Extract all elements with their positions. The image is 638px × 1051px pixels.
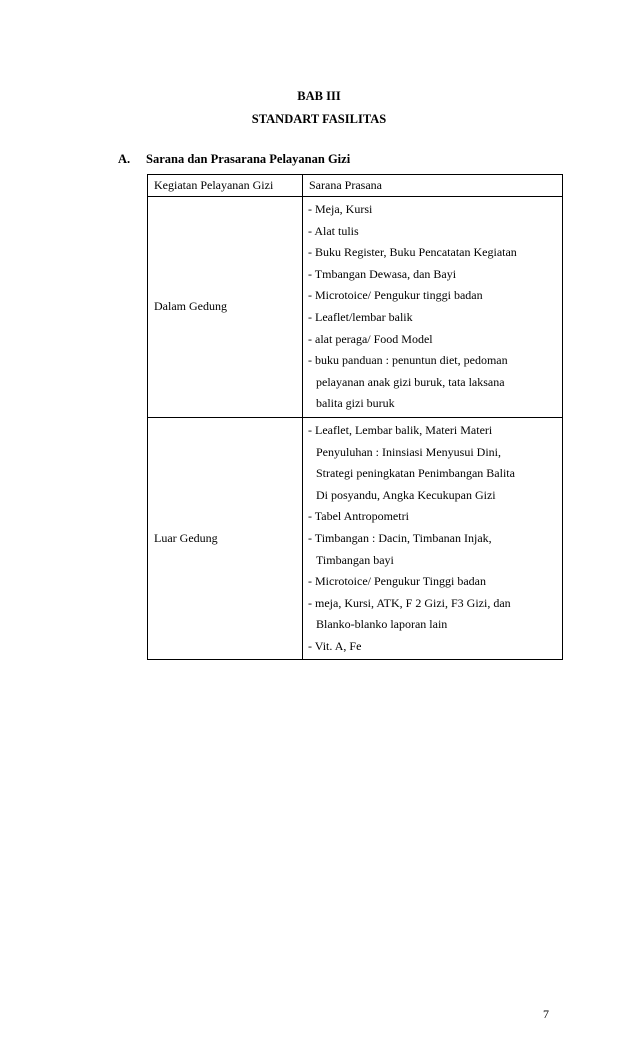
- header-activity: Kegiatan Pelayanan Gizi: [148, 175, 303, 197]
- table-header-row: [148, 175, 563, 197]
- table-row: [148, 417, 563, 660]
- list-item: - Tmbangan Dewasa, dan Bayi: [308, 266, 457, 281]
- row-category-outdoor: Luar Gedung: [148, 417, 303, 660]
- list-item: - Tabel Antropometri: [308, 509, 409, 524]
- list-item: - buku panduan : penuntun diet, pedoman: [308, 353, 508, 368]
- chapter-number: BAB III: [297, 89, 341, 103]
- list-item: - Buku Register, Buku Pencatatan Kegiatan: [308, 245, 517, 260]
- list-item-continuation: Di posyandu, Angka Kecukupan Gizi: [316, 487, 496, 502]
- table-row: [148, 197, 563, 418]
- facilities-table: [147, 174, 563, 660]
- row-category-indoor: Dalam Gedung: [148, 197, 303, 418]
- list-item: - Alat tulis: [308, 223, 359, 238]
- section-title: Sarana dan Prasarana Pelayanan Gizi: [146, 152, 351, 166]
- list-item-continuation: Penyuluhan : Ininsiasi Menyusui Dini,: [316, 444, 501, 459]
- list-item: - Vit. A, Fe: [308, 638, 362, 653]
- list-item-continuation: pelayanan anak gizi buruk, tata laksana: [316, 374, 505, 389]
- list-item-continuation: Timbangan bayi: [316, 552, 394, 567]
- list-item: - Leaflet, Lembar balik, Materi Materi: [308, 422, 493, 437]
- section-letter: A.: [118, 152, 131, 166]
- list-item: - meja, Kursi, ATK, F 2 Gizi, F3 Gizi, dan: [308, 595, 511, 610]
- list-item: - Microtoice/ Pengukur Tinggi badan: [308, 574, 486, 589]
- list-item-continuation: balita gizi buruk: [316, 396, 395, 411]
- list-item: - Microtoice/ Pengukur tinggi badan: [308, 288, 483, 303]
- list-item: - alat peraga/ Food Model: [308, 331, 433, 346]
- section-heading: [118, 151, 350, 167]
- page-number: 7: [543, 1007, 549, 1021]
- list-item: - Meja, Kursi: [308, 202, 373, 216]
- list-item: - Timbangan : Dacin, Timbanan Injak,: [308, 530, 492, 545]
- list-item: - Leaflet/lembar balik: [308, 309, 413, 324]
- header-facilities: Sarana Prasana: [303, 175, 563, 197]
- row-items-outdoor: [303, 417, 563, 660]
- row-items-indoor: [303, 197, 563, 418]
- chapter-title: STANDART FASILITAS: [251, 112, 387, 126]
- list-item-continuation: Strategi peningkatan Penimbangan Balita: [316, 466, 515, 481]
- list-item-continuation: Blanko-blanko laporan lain: [316, 617, 448, 632]
